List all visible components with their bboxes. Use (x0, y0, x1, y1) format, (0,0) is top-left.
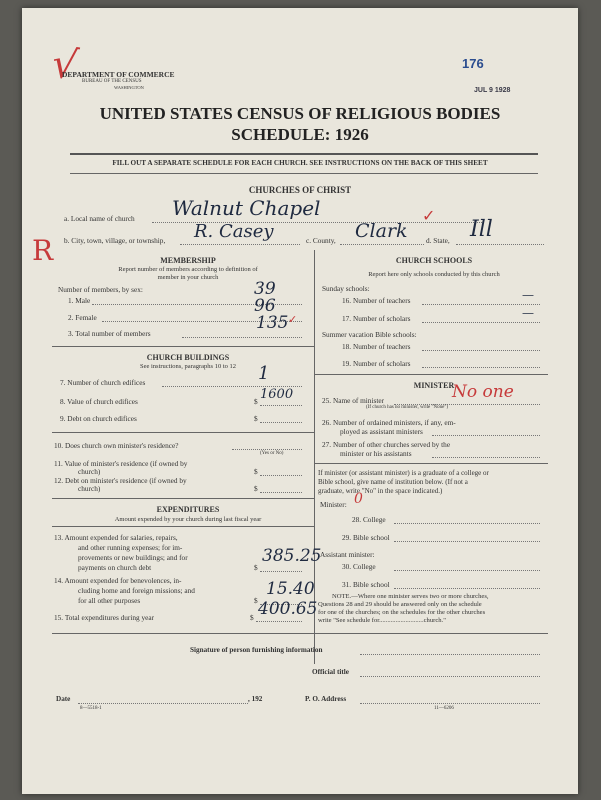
m30-label: 30. College (342, 562, 376, 571)
m27-line-2: minister or his assistants (340, 449, 412, 458)
dollar-sign: $ (254, 414, 258, 423)
city-value: R. Casey (194, 221, 274, 242)
e13-line-4: payments on church debt (78, 563, 152, 572)
total-members-label: 3. Total number of members (68, 329, 151, 338)
total-members-value: 135 (256, 313, 289, 333)
s16-label: 16. Number of teachers (342, 296, 411, 305)
e14-line-1: 14. Amount expended for benevolences, in- (54, 576, 182, 585)
census-schedule-sheet (22, 8, 578, 794)
male-value: 39 (254, 279, 276, 299)
female-label: 2. Female (68, 313, 97, 322)
edifices-value: 1 (258, 363, 270, 384)
county-label: c. County, (306, 236, 336, 245)
by-sex-label: Number of members, by sex: (58, 285, 143, 294)
membership-note-2: member in your church (157, 274, 219, 281)
edifices-value-amount: 1600 (260, 387, 294, 402)
year-label: , 192 (248, 695, 263, 703)
dollar-sign: $ (254, 397, 258, 406)
form-number-left: 8—5518-1 (80, 706, 102, 711)
s19-label: 19. Number of scholars (342, 359, 411, 368)
summer-schools-label: Summer vacation Bible schools: (322, 330, 417, 339)
e14-value: 15.40 (266, 579, 315, 599)
note-line-2: Questions 28 and 29 should be answered only on the schedule (318, 601, 482, 608)
red-r-mark: R (32, 234, 54, 267)
received-date-stamp: JUL 9 1928 (474, 87, 511, 94)
edifices-debt-label: 9. Debt on church edifices (60, 414, 137, 423)
note-line-4: write "See schedule for...........................church." (318, 617, 446, 624)
buildings-note: See instructions, paragraphs 10 to 12 (139, 363, 237, 370)
e14-line-2: cluding home and foreign missions; and (78, 586, 195, 595)
note-line-3: for one of the churches; on the schedules for the other churches (318, 609, 486, 616)
e13-value: 385.25 (262, 546, 322, 566)
schools-note: Report here only schools conducted by this church (368, 271, 500, 278)
minister-value: 0 (354, 491, 363, 507)
stamp-number: 176 (462, 56, 484, 71)
bureau-text: BUREAU OF THE CENSUS (82, 79, 142, 84)
m26-line-2: ployed as assistant ministers (340, 427, 423, 436)
city-label: b. City, town, village, or township, (64, 236, 166, 245)
dollar-sign: $ (250, 613, 254, 622)
m31-label: 31. Bible school (342, 580, 390, 589)
s17-value: — (522, 306, 534, 320)
sunday-schools-label: Sunday schools: (322, 284, 370, 293)
local-name-value: Walnut Chapel (172, 196, 321, 220)
red-tick-name: ✓ (422, 206, 436, 225)
female-value: 96 (254, 296, 276, 316)
red-check-mark: √ (48, 40, 81, 90)
res-value-label-2: church) (78, 467, 101, 476)
s17-label: 17. Number of scholars (342, 314, 411, 323)
city-text: WASHINGTON (114, 85, 144, 90)
schools-title: CHURCH SCHOOLS (395, 256, 473, 265)
schedule-title: SCHEDULE: 1926 (231, 125, 369, 144)
edifices-label: 7. Number of church edifices (60, 378, 146, 387)
dollar-sign: $ (254, 563, 258, 572)
minister-title: MINISTER (413, 381, 455, 390)
note-line-1: NOTE.—Where one minister serves two or more churches, (332, 593, 489, 600)
instruction-line: FILL OUT A SEPARATE SCHEDULE FOR EACH CHURCH. SEE INSTRUCTIONS ON THE BACK OF THIS SHEET (112, 159, 488, 167)
e15-label: 15. Total expenditures during year (54, 613, 155, 622)
state-label: d. State, (426, 236, 450, 245)
po-address-label: P. O. Address (305, 695, 347, 703)
s16-value: — (522, 288, 534, 302)
res-value-label-1: 11. Value of minister's residence (if owned by (54, 459, 188, 468)
residence-label: 10. Does church own minister's residence? (54, 441, 179, 450)
e13-line-2: and other running expenses; for im- (78, 543, 183, 552)
m29-label: 29. Bible school (342, 533, 390, 542)
form-number-right: 11—6206 (434, 706, 454, 711)
yes-no-note: (Yes or No) (260, 451, 284, 456)
e15-value: 400.65 (258, 599, 318, 619)
dollar-sign: $ (254, 467, 258, 476)
e13-line-3: provements or new buildings; and for (78, 553, 188, 562)
form-title: UNITED STATES CENSUS OF RELIGIOUS BODIES (99, 104, 501, 123)
expenditures-title: EXPENDITURES (156, 505, 220, 514)
minister-label: Minister: (320, 500, 347, 509)
signature-label: Signature of person furnishing information (190, 646, 323, 654)
male-label: 1. Male (68, 296, 91, 305)
m28-label: 28. College (352, 515, 386, 524)
buildings-title: CHURCH BUILDINGS (146, 353, 230, 362)
dollar-sign: $ (254, 484, 258, 493)
grad-line-1: If minister (or assistant minister) is a graduate of a college or (318, 469, 489, 477)
m25-label: 25. Name of minister (322, 396, 385, 405)
grad-line-2: Bible school, give name of institution below. (If not a (318, 478, 468, 486)
local-name-label: a. Local name of church (64, 214, 135, 223)
m27-line-1: 27. Number of other churches served by the (322, 440, 451, 449)
res-debt-label-2: church) (78, 484, 101, 493)
m25-note: (If church has no minister, write "None") (366, 405, 449, 410)
membership-note-1: Report number of members according to definition of (118, 266, 258, 273)
membership-title: MEMBERSHIP (160, 256, 216, 265)
grad-line-3: graduate, write "No" in the space indicated.) (318, 487, 443, 495)
date-label: Date (56, 695, 71, 703)
expenditures-note: Amount expended by your church during last fiscal year (114, 516, 262, 523)
state-value: Ill (470, 217, 493, 242)
e13-line-1: 13. Amount expended for salaries, repairs, (54, 533, 178, 542)
county-value: Clark (355, 220, 408, 242)
red-tick-members: ✓ (288, 313, 298, 326)
s18-label: 18. Number of teachers (342, 342, 411, 351)
edifices-value-label: 8. Value of church edifices (60, 397, 138, 406)
department-text: DEPARTMENT OF COMMERCE (62, 70, 175, 79)
dollar-sign: $ (254, 596, 258, 605)
res-debt-label-1: 12. Debt on minister's residence (if owned by (54, 476, 187, 485)
e14-line-3: for all other purposes (78, 596, 141, 605)
m26-line-1: 26. Number of ordained ministers, if any, em- (322, 418, 456, 427)
m25-value: No one (452, 382, 514, 402)
official-title-label: Official title (312, 668, 349, 676)
assistant-label: Assistant minister: (320, 550, 375, 559)
denomination-title: CHURCHES OF CHRIST (248, 185, 352, 195)
